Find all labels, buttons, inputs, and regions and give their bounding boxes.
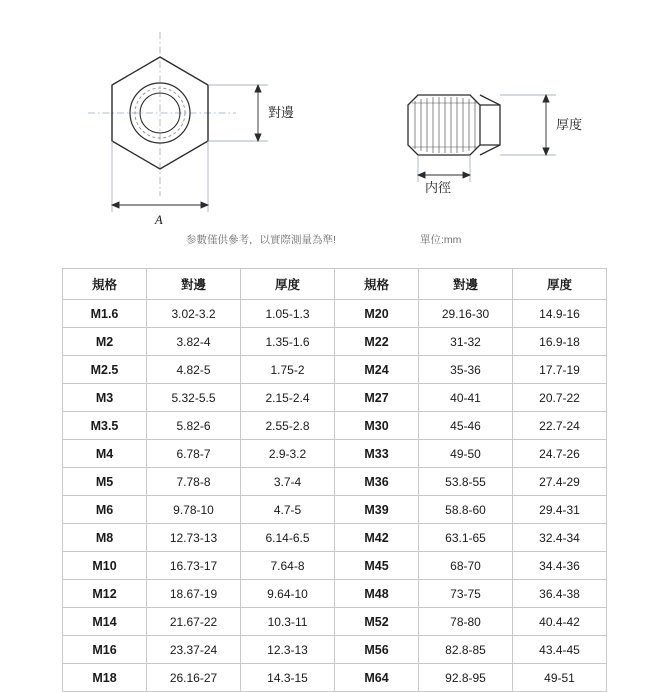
col-header-size-right: 規格 (335, 269, 419, 300)
cell-size-left: M4 (63, 440, 147, 468)
label-width-a: A (155, 213, 163, 227)
cell-thickness-right: 40.4-42 (513, 608, 607, 636)
cell-thickness-left: 3.7-4 (241, 468, 335, 496)
cell-size-right: M36 (335, 468, 419, 496)
table-row (63, 608, 607, 636)
cell-size-left: M14 (63, 608, 147, 636)
cell-size-left: M6 (63, 496, 147, 524)
cell-thickness-right: 36.4-38 (513, 580, 607, 608)
cell-thickness-right: 14.9-16 (513, 300, 607, 328)
cell-size-right: M45 (335, 552, 419, 580)
cell-size-left: M12 (63, 580, 147, 608)
cell-size-right: M48 (335, 580, 419, 608)
dimension-inner-diameter (418, 172, 470, 178)
cell-across-left: 21.67-22 (147, 608, 241, 636)
cell-across-right: 35-36 (419, 356, 513, 384)
cell-thickness-right: 17.7-19 (513, 356, 607, 384)
table-row (63, 580, 607, 608)
thread-hatching (415, 97, 475, 153)
cell-thickness-right: 34.4-36 (513, 552, 607, 580)
cell-size-left: M10 (63, 552, 147, 580)
cell-size-left: M16 (63, 636, 147, 664)
cell-across-right: 40-41 (419, 384, 513, 412)
spec-table-wrap (62, 268, 598, 692)
table-row (63, 552, 607, 580)
table-header-row (63, 269, 607, 300)
cell-across-right: 78-80 (419, 608, 513, 636)
cell-across-left: 23.37-24 (147, 636, 241, 664)
cell-across-right: 53.8-55 (419, 468, 513, 496)
cell-thickness-left: 12.3-13 (241, 636, 335, 664)
cell-size-right: M33 (335, 440, 419, 468)
cell-size-left: M2.5 (63, 356, 147, 384)
diagram-area (0, 0, 660, 252)
cell-size-right: M64 (335, 664, 419, 692)
center-lines (88, 32, 236, 196)
table-row (63, 636, 607, 664)
cell-across-left: 18.67-19 (147, 580, 241, 608)
cell-size-right: M56 (335, 636, 419, 664)
cell-across-right: 92.8-95 (419, 664, 513, 692)
cell-across-left: 12.73-13 (147, 524, 241, 552)
cell-thickness-left: 1.75-2 (241, 356, 335, 384)
cell-across-left: 7.78-8 (147, 468, 241, 496)
cell-size-left: M18 (63, 664, 147, 692)
table-row (63, 468, 607, 496)
cell-across-right: 73-75 (419, 580, 513, 608)
spec-table (62, 268, 607, 692)
cell-across-left: 9.78-10 (147, 496, 241, 524)
cell-across-left: 5.32-5.5 (147, 384, 241, 412)
cell-thickness-left: 9.64-10 (241, 580, 335, 608)
cell-thickness-right: 43.4-45 (513, 636, 607, 664)
cell-thickness-left: 2.15-2.4 (241, 384, 335, 412)
col-header-across-right: 對邊 (419, 269, 513, 300)
cell-thickness-left: 6.14-6.5 (241, 524, 335, 552)
cell-thickness-right: 27.4-29 (513, 468, 607, 496)
table-row (63, 412, 607, 440)
cell-thickness-left: 14.3-15 (241, 664, 335, 692)
cell-size-right: M27 (335, 384, 419, 412)
cell-size-right: M52 (335, 608, 419, 636)
cell-thickness-right: 22.7-24 (513, 412, 607, 440)
table-row (63, 300, 607, 328)
cell-across-left: 26.16-27 (147, 664, 241, 692)
label-inner-diameter: 内徑 (425, 180, 452, 195)
cell-across-left: 4.82-5 (147, 356, 241, 384)
col-header-thickness-right: 厚度 (513, 269, 607, 300)
cell-size-right: M24 (335, 356, 419, 384)
cell-size-right: M22 (335, 328, 419, 356)
cell-size-right: M42 (335, 524, 419, 552)
cell-thickness-right: 49-51 (513, 664, 607, 692)
table-row (63, 356, 607, 384)
cell-across-left: 16.73-17 (147, 552, 241, 580)
cell-size-right: M39 (335, 496, 419, 524)
cell-thickness-left: 10.3-11 (241, 608, 335, 636)
cell-across-right: 49-50 (419, 440, 513, 468)
cell-across-left: 6.78-7 (147, 440, 241, 468)
cell-thickness-left: 2.55-2.8 (241, 412, 335, 440)
cell-thickness-left: 2.9-3.2 (241, 440, 335, 468)
cell-across-left: 5.82-6 (147, 412, 241, 440)
cell-across-right: 31-32 (419, 328, 513, 356)
cell-across-right: 29.16-30 (419, 300, 513, 328)
col-header-across-left: 對邊 (147, 269, 241, 300)
dimension-thickness (543, 95, 549, 155)
note-reference: 参數僅供參考，以實際測量為準! (186, 234, 336, 246)
cell-thickness-right: 16.9-18 (513, 328, 607, 356)
cell-size-left: M8 (63, 524, 147, 552)
cell-thickness-left: 1.05-1.3 (241, 300, 335, 328)
table-row (63, 664, 607, 692)
table-row (63, 524, 607, 552)
cell-size-left: M2 (63, 328, 147, 356)
cell-across-right: 82.8-85 (419, 636, 513, 664)
extension-lines-right (208, 85, 268, 141)
cell-across-right: 68-70 (419, 552, 513, 580)
col-header-thickness-left: 厚度 (241, 269, 335, 300)
dimension-width (112, 202, 208, 208)
table-row (63, 328, 607, 356)
cell-size-right: M20 (335, 300, 419, 328)
cell-thickness-left: 4.7-5 (241, 496, 335, 524)
cell-thickness-right: 32.4-34 (513, 524, 607, 552)
extension-lines-thickness (500, 95, 556, 155)
cell-across-left: 3.02-3.2 (147, 300, 241, 328)
dimension-across-flats (255, 85, 261, 141)
cell-thickness-right: 29.4-31 (513, 496, 607, 524)
cell-size-right: M30 (335, 412, 419, 440)
cell-size-left: M3.5 (63, 412, 147, 440)
cell-across-right: 63.1-65 (419, 524, 513, 552)
cell-thickness-left: 7.64-8 (241, 552, 335, 580)
table-row (63, 496, 607, 524)
table-row (63, 440, 607, 468)
cell-thickness-left: 1.35-1.6 (241, 328, 335, 356)
cell-across-right: 45-46 (419, 412, 513, 440)
cell-size-left: M1.6 (63, 300, 147, 328)
extension-lines-inner-diameter (418, 155, 470, 182)
cell-size-left: M5 (63, 468, 147, 496)
table-row (63, 384, 607, 412)
label-across-flats: 對邊 (268, 105, 295, 120)
cell-across-right: 58.8-60 (419, 496, 513, 524)
cell-size-left: M3 (63, 384, 147, 412)
note-unit: 單位:mm (420, 234, 462, 246)
label-thickness: 厚度 (556, 117, 583, 132)
nut-dimension-diagram (0, 0, 660, 252)
side-view-outline (408, 95, 500, 155)
col-header-size-left: 規格 (63, 269, 147, 300)
cell-thickness-right: 20.7-22 (513, 384, 607, 412)
cell-thickness-right: 24.7-26 (513, 440, 607, 468)
cell-across-left: 3.82-4 (147, 328, 241, 356)
